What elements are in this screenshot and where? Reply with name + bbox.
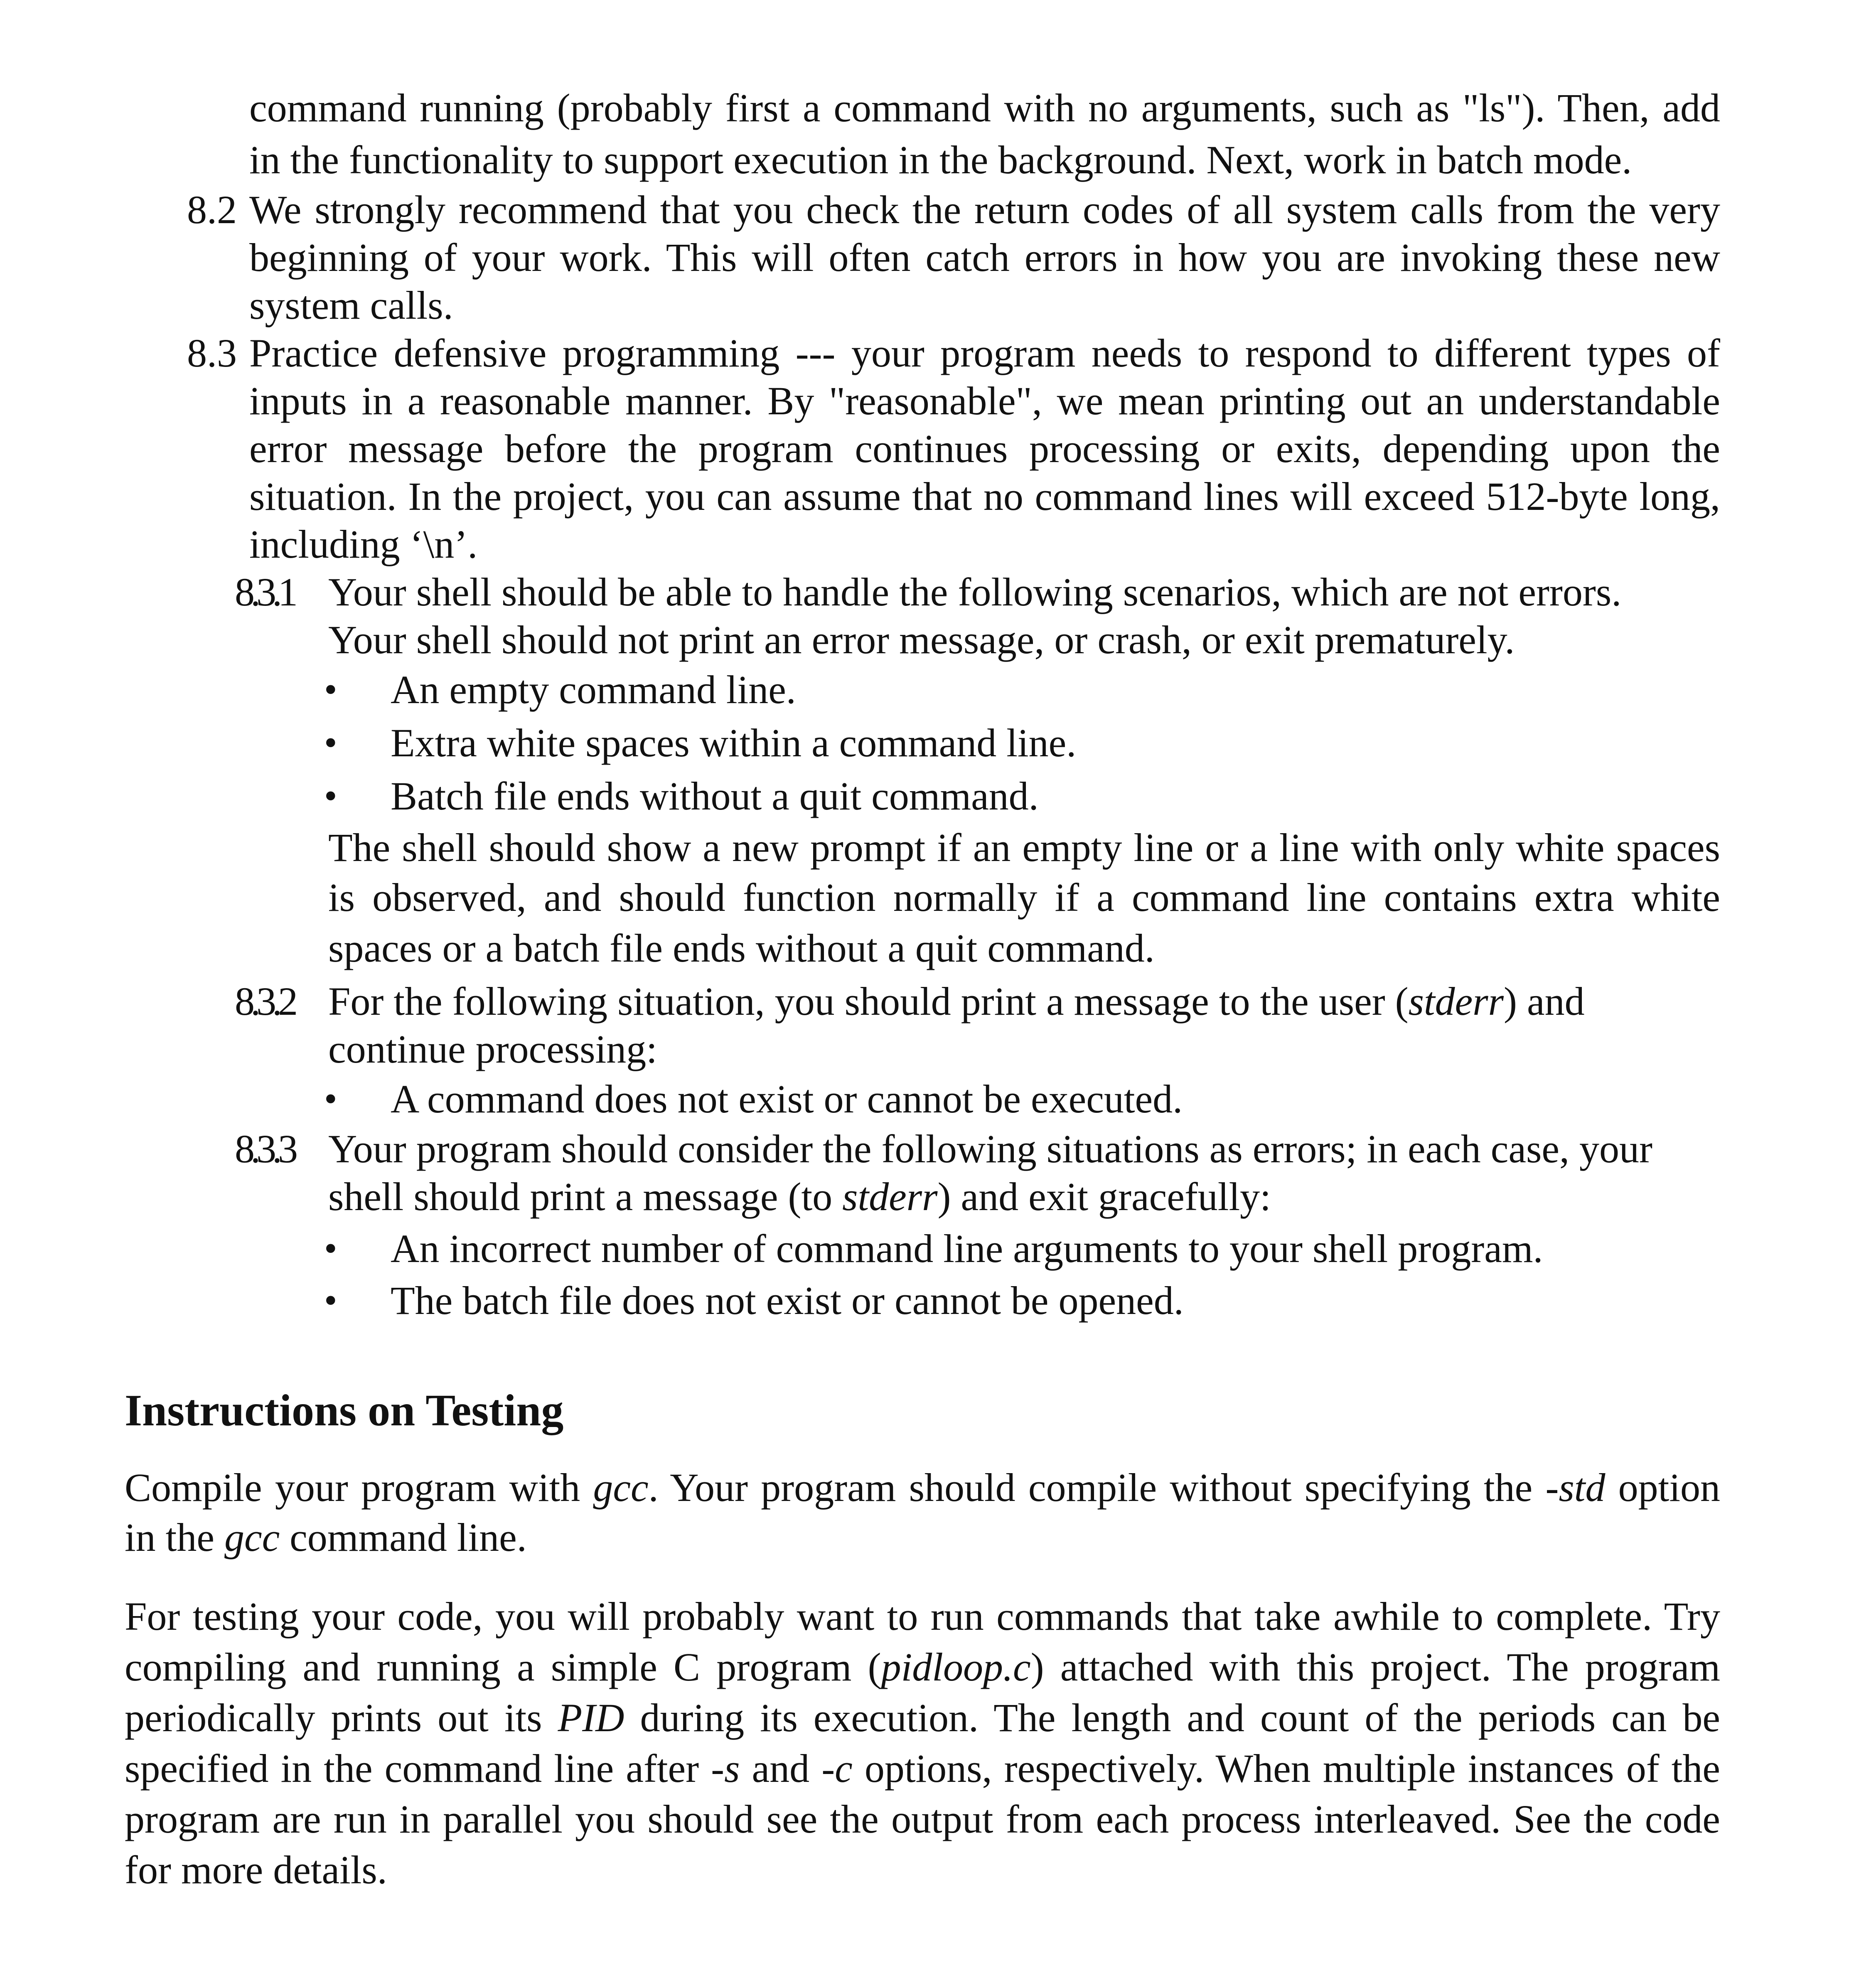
paragraph-line: [125, 1463, 1720, 1513]
paragraph-line: in the functionality to support execution in the background. Next, work in batch mode.: [249, 138, 1632, 182]
paragraph-line: including ‘\n’.: [249, 522, 478, 566]
subitem-number: 8.3.1: [235, 570, 294, 614]
bullet-item: A command does not exist or cannot be executed.: [391, 1077, 1183, 1121]
italic-term: pidloop.c: [881, 1645, 1031, 1689]
text-run: compiling and running a simple C program (: [125, 1645, 881, 1689]
text-run: periodically prints out its: [125, 1695, 558, 1740]
text-run: specified in the command line after: [125, 1746, 711, 1791]
subitem-number: 8.3.3: [235, 1127, 294, 1171]
paragraph-line: error message before the program continues processing or exits, depending upon the: [249, 426, 1720, 471]
bullet-icon: •: [324, 1078, 337, 1119]
text-run: ) and: [1504, 979, 1585, 1024]
paragraph-line: [125, 1642, 1720, 1692]
paragraph-line: Practice defensive programming --- your program needs to respond to different types of: [249, 331, 1720, 375]
italic-term: -std: [1545, 1465, 1606, 1510]
paragraph-line: [125, 1693, 1720, 1743]
text-run: during its execution. The length and count of the periods can be: [624, 1695, 1721, 1740]
bullet-icon: •: [324, 722, 337, 763]
text-run: . Your program should compile without specifying the: [648, 1465, 1546, 1510]
text-run: option: [1605, 1465, 1721, 1510]
bullet-icon: •: [324, 1228, 337, 1269]
italic-term: gcc: [593, 1465, 649, 1510]
subitem-number: 8.3.2: [235, 979, 294, 1024]
text-run: options, respectively. When multiple instances of the: [852, 1746, 1721, 1791]
paragraph-line: situation. In the project, you can assume that no command lines will exceed 512-byte long,: [249, 474, 1720, 519]
paragraph-line: We strongly recommend that you check the return codes of all system calls from the very: [249, 187, 1720, 232]
text-run: ) and exit gracefully:: [937, 1174, 1271, 1219]
bullet-item: Extra white spaces within a command line.: [391, 721, 1077, 765]
text-run: Compile your program with: [125, 1465, 593, 1510]
bullet-item: The batch file does not exist or cannot be opened.: [391, 1278, 1184, 1323]
paragraph-line: system calls.: [249, 283, 453, 327]
italic-term: gcc: [224, 1515, 280, 1560]
item-number: 8.2: [187, 187, 237, 232]
paragraph-line: [328, 977, 1585, 1026]
paragraph-line: The shell should show a new prompt if an empty line or a line with only white spaces: [328, 825, 1720, 870]
paragraph-line: Your shell should not print an error message, or crash, or exit prematurely.: [328, 618, 1515, 662]
italic-term: stderr: [842, 1174, 938, 1219]
bullet-icon: •: [324, 669, 337, 710]
paragraph-line: For testing your code, you will probably want to run commands that take awhile to complete. Try: [125, 1594, 1720, 1639]
italic-term: -c: [821, 1746, 853, 1791]
paragraph-line: inputs in a reasonable manner. By "reasonable", we mean printing out an understandable: [249, 379, 1720, 423]
text-run: in the: [125, 1515, 224, 1560]
paragraph-line: Your program should consider the following situations as errors; in each case, your: [328, 1127, 1652, 1171]
italic-term: stderr: [1408, 979, 1504, 1024]
paragraph-line: command running (probably first a command with no arguments, such as "ls"). Then, add: [249, 86, 1720, 130]
paragraph-line: for more details.: [125, 1848, 387, 1892]
bullet-icon: •: [324, 775, 337, 817]
section-heading: Instructions on Testing: [125, 1386, 564, 1435]
paragraph-line: beginning of your work. This will often catch errors in how you are invoking these new: [249, 235, 1720, 280]
paragraph-line: continue processing:: [328, 1027, 657, 1071]
italic-term: PID: [558, 1695, 625, 1740]
text-run: and: [740, 1746, 822, 1791]
text-run: shell should print a message (to: [328, 1174, 843, 1219]
paragraph-line: [125, 1744, 1720, 1794]
text-run: For the following situation, you should print a message to the user (: [328, 979, 1409, 1024]
paragraph-line: is observed, and should function normally if a command line contains extra white: [328, 875, 1720, 920]
paragraph-line: program are run in parallel you should see the output from each process interleaved. See the code: [125, 1797, 1720, 1841]
italic-term: -s: [711, 1746, 740, 1791]
bullet-icon: •: [324, 1280, 337, 1321]
paragraph-line: [125, 1513, 527, 1562]
text-run: command line.: [280, 1515, 527, 1560]
paragraph-line: spaces or a batch file ends without a quit command.: [328, 926, 1155, 970]
bullet-item: An incorrect number of command line arguments to your shell program.: [391, 1226, 1543, 1271]
paragraph-line: Your shell should be able to handle the following scenarios, which are not errors.: [328, 570, 1622, 614]
paragraph-line: [328, 1172, 1271, 1222]
bullet-item: An empty command line.: [391, 667, 796, 712]
text-run: ) attached with this project. The program: [1030, 1645, 1721, 1689]
bullet-item: Batch file ends without a quit command.: [391, 774, 1039, 818]
item-number: 8.3: [187, 331, 237, 375]
